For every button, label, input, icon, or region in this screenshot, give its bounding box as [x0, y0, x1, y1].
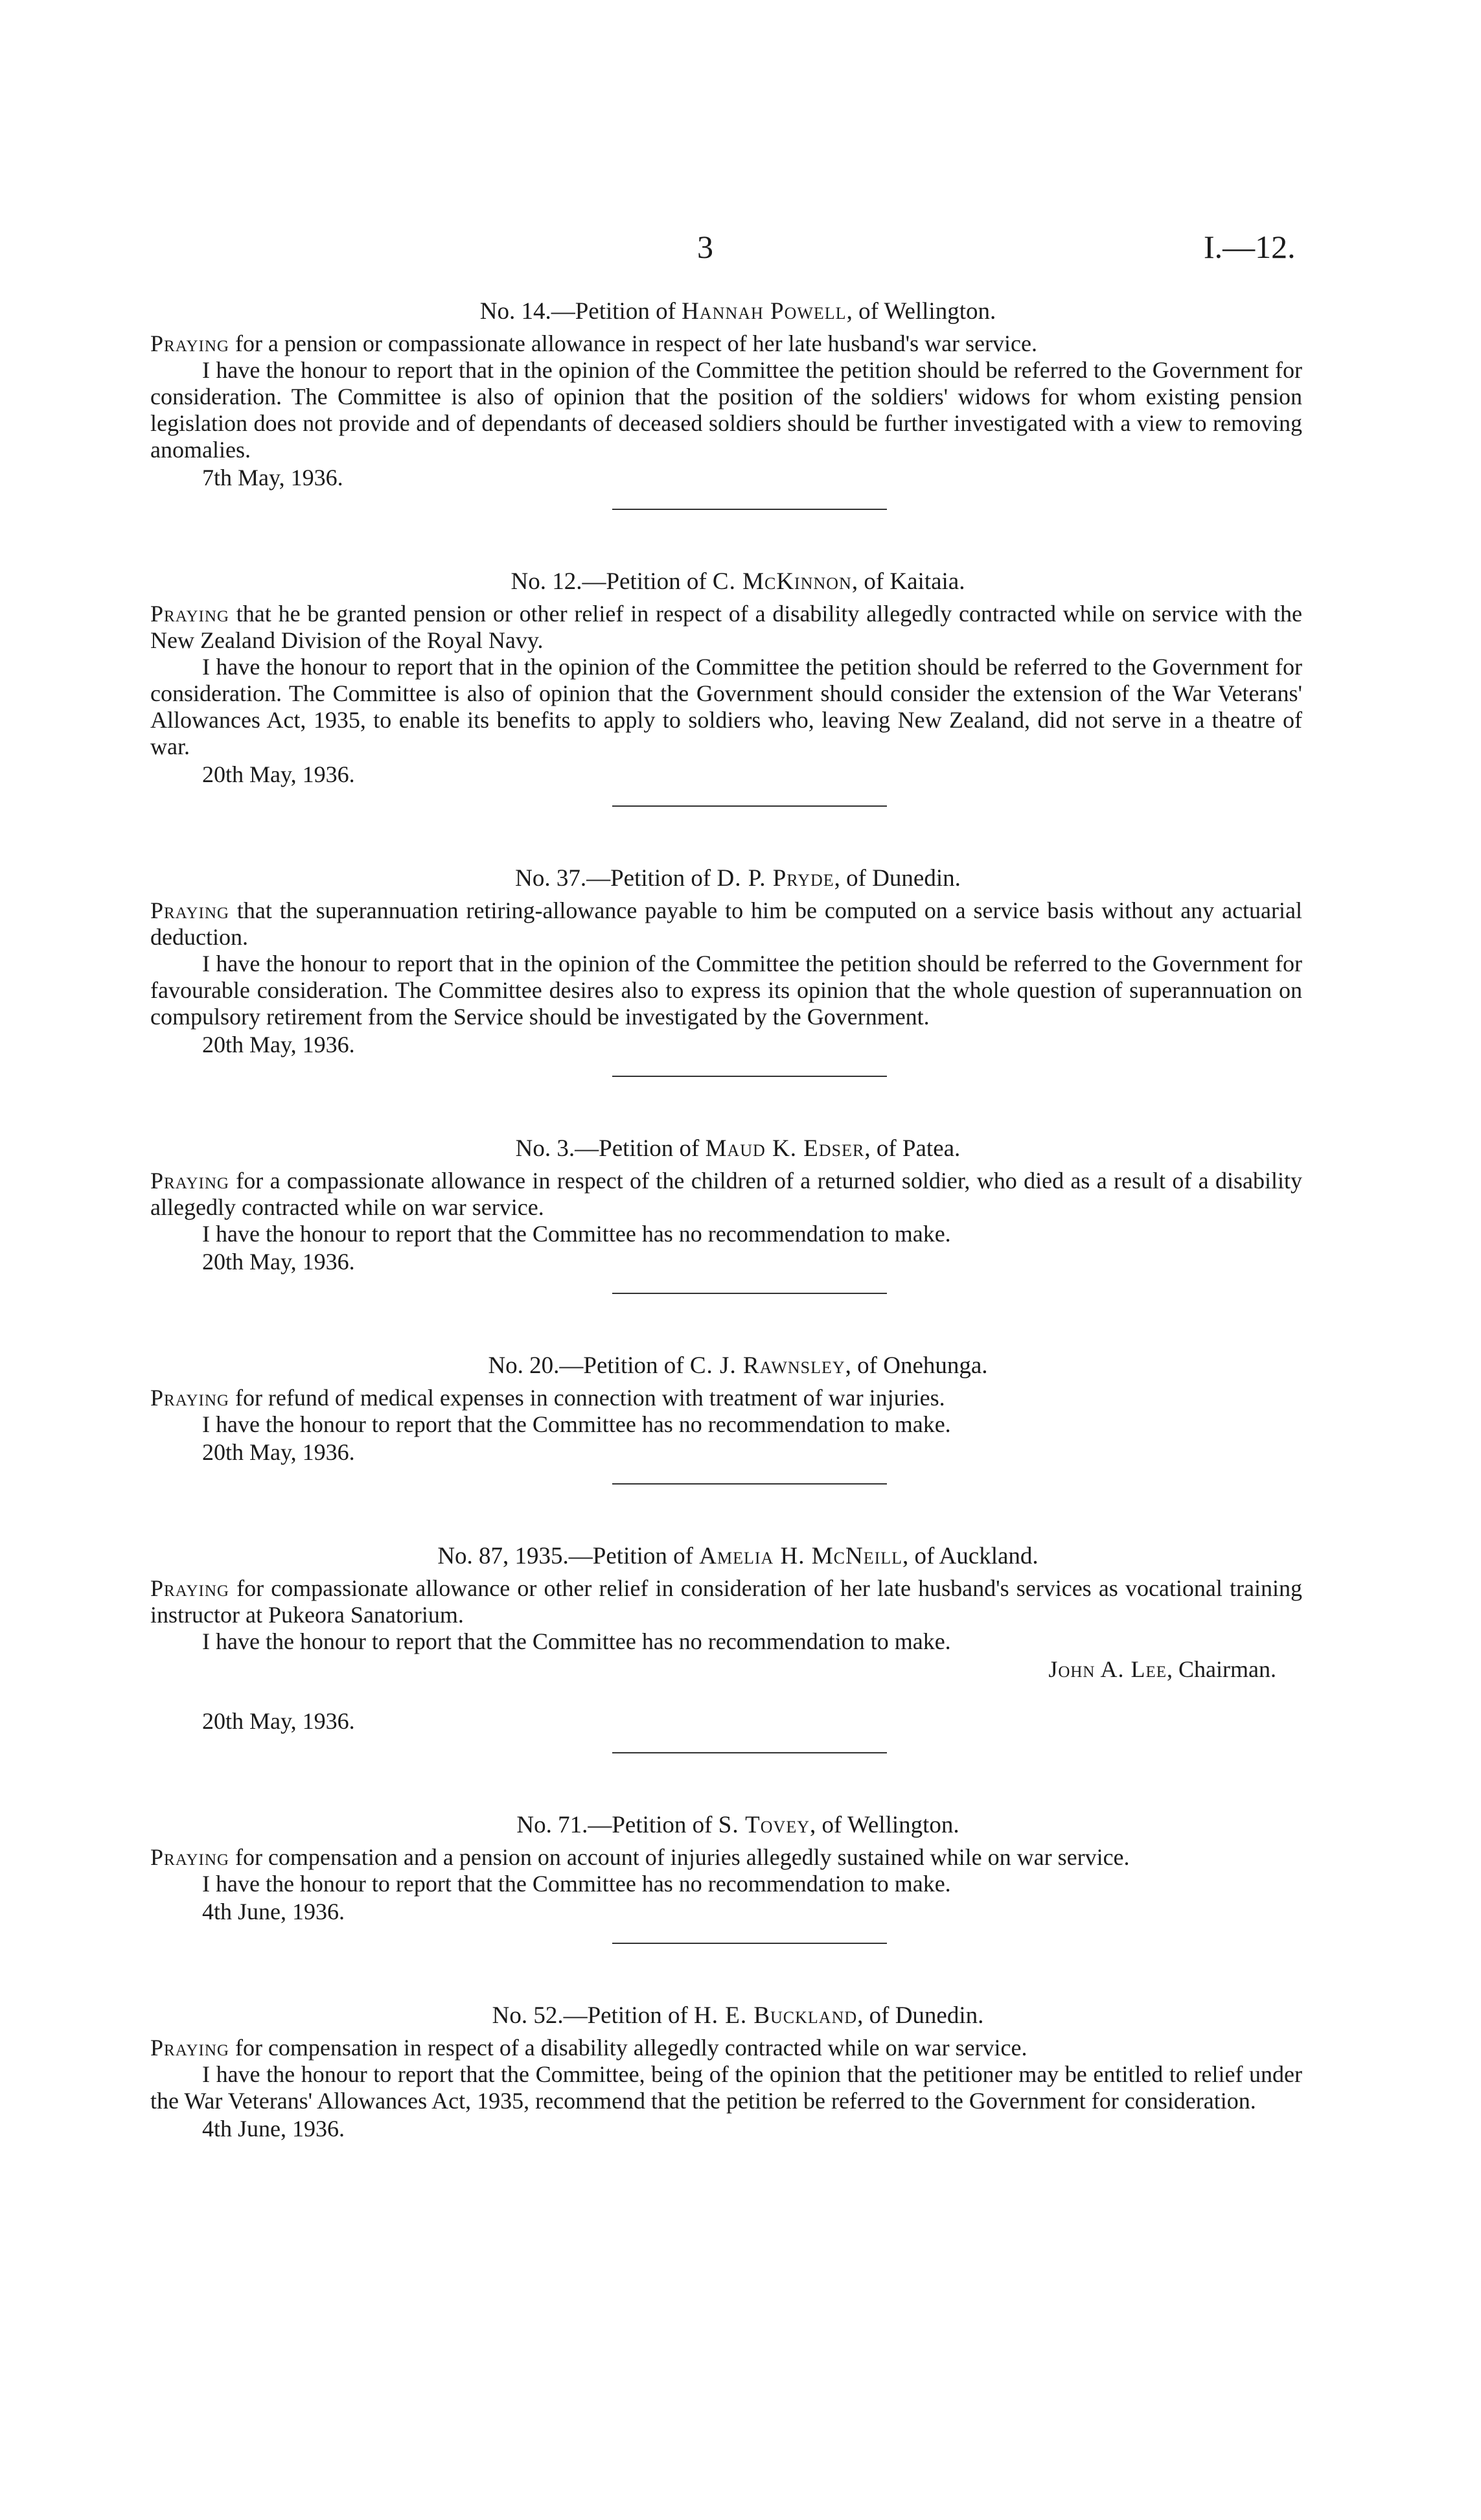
report-paragraph: I have the honour to report that the Committee has no recommendation to make.	[202, 1411, 951, 1437]
petition-date: 20th May, 1936.	[202, 1708, 355, 1734]
praying-paragraph	[150, 601, 1302, 654]
petition-entry	[150, 1351, 1302, 1485]
heading-suffix: , of Wellington.	[846, 298, 996, 325]
praying-paragraph	[150, 330, 1302, 357]
praying-text: for compassionate allowance or other relief in consideration of her late husband's services as vocational training instructor at Pukeora Sanatorium.	[150, 1575, 1302, 1628]
report-paragraph: I have the honour to report that the Committee, being of the opinion that the petitioner may be entitled to relief under the War Veterans' Allowances Act, 1935, recommend that the petition be referred to the Government for consideration.	[150, 2061, 1302, 2114]
petition-entry	[150, 1810, 1302, 1944]
petitioner-name: D. P. Pryde	[717, 865, 834, 892]
praying-paragraph	[150, 897, 1302, 951]
heading-suffix: , of Onehunga.	[845, 1352, 988, 1379]
petition-heading	[150, 1351, 1302, 1381]
petition-date: 4th June, 1936.	[202, 2116, 345, 2142]
petition-entry	[150, 567, 1302, 807]
praying-text: for a pension or compassionate allowance in respect of her late husband's war service.	[229, 330, 1037, 356]
section-divider	[612, 1483, 887, 1485]
praying-word: Praying	[150, 1168, 229, 1194]
heading-prefix: No. 71.—Petition of	[516, 1812, 713, 1838]
praying-paragraph	[150, 1844, 1302, 1871]
petitioner-name: C. McKinnon	[712, 568, 852, 595]
praying-word: Praying	[150, 601, 229, 627]
petitioner-name: H. E. Buckland	[694, 2002, 858, 2029]
praying-text: that the superannuation retiring-allowance payable to him be computed on a service basis without any actuarial deduction.	[150, 897, 1302, 950]
signature-title: , Chairman.	[1167, 1656, 1276, 1682]
petition-heading	[150, 2001, 1302, 2031]
petition-heading	[150, 1542, 1302, 1571]
heading-prefix: No. 52.—Petition of	[492, 2002, 688, 2029]
heading-suffix: , of Kaitaia.	[851, 568, 965, 595]
petition-entry	[150, 1134, 1302, 1294]
petition-entry	[150, 2001, 1302, 2143]
petitioner-name: Amelia H. McNeill	[699, 1543, 903, 1569]
petitions-body	[150, 297, 1302, 2143]
praying-text: for compensation and a pension on account of injuries allegedly sustained while on war service.	[229, 1844, 1130, 1870]
report-paragraph: I have the honour to report that the Committee has no recommendation to make.	[202, 1871, 951, 1897]
praying-word: Praying	[150, 1575, 229, 1601]
praying-word: Praying	[150, 2035, 229, 2061]
section-divider	[612, 1076, 887, 1077]
praying-word: Praying	[150, 897, 229, 923]
petition-date: 20th May, 1936.	[202, 1439, 355, 1465]
praying-paragraph	[150, 1168, 1302, 1221]
praying-word: Praying	[150, 1844, 229, 1870]
petition-heading	[150, 297, 1302, 327]
praying-text: for a compassionate allowance in respect of the children of a returned soldier, who died as a result of a disability allegedly contracted while on war service.	[150, 1168, 1302, 1220]
petition-entry	[150, 297, 1302, 510]
petitioner-name: C. J. Rawnsley	[689, 1352, 845, 1379]
petition-date: 20th May, 1936.	[202, 761, 355, 787]
petition-date: 4th June, 1936.	[202, 1899, 345, 1925]
heading-prefix: No. 37.—Petition of	[515, 865, 711, 892]
chairman-signature	[150, 1655, 1276, 1683]
heading-prefix: No. 87, 1935.—Petition of	[437, 1543, 693, 1569]
heading-suffix: , of Patea.	[864, 1135, 961, 1162]
petition-entry	[150, 1542, 1302, 1753]
petition-date: 20th May, 1936.	[202, 1249, 355, 1275]
report-paragraph: I have the honour to report that in the opinion of the Committee the petition should be referred to the Government for consideration. The Committee is also of opinion that the Government should consider the extension of the War Veterans' Allowances Act, 1935, to enable its benefits to apply to soldiers who, leaving New Zealand, did not serve in a theatre of war.	[150, 654, 1302, 759]
petition-heading	[150, 1134, 1302, 1164]
heading-suffix: , of Dunedin.	[834, 865, 961, 892]
praying-text: for refund of medical expenses in connection with treatment of war injuries.	[229, 1385, 945, 1411]
praying-paragraph	[150, 1575, 1302, 1628]
praying-text: for compensation in respect of a disability allegedly contracted while on war service.	[229, 2035, 1028, 2061]
document-reference: I.—12.	[1204, 229, 1296, 265]
petition-entry	[150, 864, 1302, 1077]
heading-prefix: No. 3.—Petition of	[515, 1135, 700, 1162]
section-divider	[612, 1293, 887, 1294]
section-divider	[612, 805, 887, 807]
report-paragraph: I have the honour to report that in the opinion of the Committee the petition should be referred to the Government for favourable consideration. The Committee desires also to express its opinion that the whole question of superannuation on compulsory retirement from the Service should be investigated by the Government.	[150, 951, 1302, 1030]
petitioner-name: Hannah Powell	[682, 298, 847, 325]
petition-heading	[150, 864, 1302, 894]
report-paragraph: I have the honour to report that the Committee has no recommendation to make.	[202, 1221, 951, 1247]
signature-name: John A. Lee	[1048, 1656, 1167, 1682]
heading-suffix: , of Wellington.	[810, 1812, 959, 1838]
praying-word: Praying	[150, 330, 229, 356]
heading-prefix: No. 14.—Petition of	[479, 298, 676, 325]
section-divider	[612, 1752, 887, 1753]
petition-heading	[150, 1810, 1302, 1840]
section-divider	[612, 509, 887, 510]
report-paragraph: I have the honour to report that the Committee has no recommendation to make.	[202, 1628, 951, 1654]
petition-date: 20th May, 1936.	[202, 1032, 355, 1058]
praying-paragraph	[150, 1385, 1302, 1411]
petition-heading	[150, 567, 1302, 597]
heading-prefix: No. 20.—Petition of	[488, 1352, 684, 1379]
section-divider	[612, 1943, 887, 1944]
petition-date: 7th May, 1936.	[202, 465, 343, 491]
petitioner-name: Maud K. Edser	[705, 1135, 865, 1162]
report-paragraph: I have the honour to report that in the opinion of the Committee the petition should be referred to the Government for consideration. The Committee is also of opinion that the position of the soldiers' widows for whom existing pension legislation does not provide and of dependants of deceased soldiers should be further investigated with a view to removing anomalies.	[150, 357, 1302, 463]
petitioner-name: S. Tovey	[718, 1812, 810, 1838]
heading-suffix: , of Dunedin.	[857, 2002, 984, 2029]
heading-suffix: , of Auckland.	[902, 1543, 1039, 1569]
praying-word: Praying	[150, 1385, 229, 1411]
heading-prefix: No. 12.—Petition of	[511, 568, 707, 595]
praying-text: that he be granted pension or other relief in respect of a disability allegedly contracted while on service with the New Zealand Division of the Royal Navy.	[150, 601, 1302, 653]
praying-paragraph	[150, 2035, 1302, 2061]
page-number: 3	[697, 229, 713, 265]
